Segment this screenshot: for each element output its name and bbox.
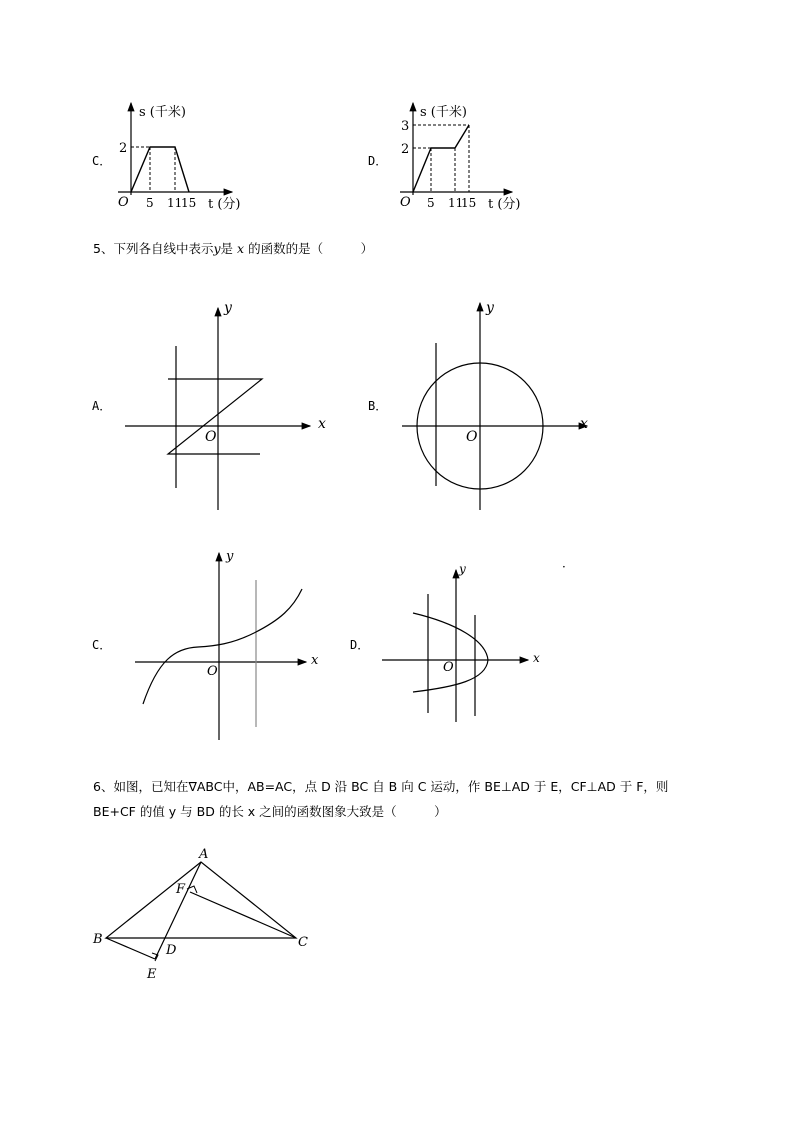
svg-text:y: y xyxy=(486,300,494,316)
svg-text:s (千米): s (千米) xyxy=(420,105,467,120)
svg-text:2: 2 xyxy=(119,141,128,156)
svg-text:C: C xyxy=(298,935,308,950)
svg-text:x: x xyxy=(533,651,540,665)
svg-text:F: F xyxy=(176,882,186,897)
svg-text:3: 3 xyxy=(401,119,410,134)
svg-text:x: x xyxy=(580,416,588,432)
q5-option-c-label: C． xyxy=(92,638,112,652)
svg-text:E: E xyxy=(147,967,157,982)
svg-text:5: 5 xyxy=(146,196,154,210)
svg-text:2: 2 xyxy=(401,142,410,157)
svg-text:O: O xyxy=(207,664,218,679)
svg-text:y: y xyxy=(226,549,234,564)
svg-text:15: 15 xyxy=(181,196,197,210)
q5-option-b-label: B． xyxy=(368,399,388,413)
svg-text:A: A xyxy=(199,847,209,862)
svg-text:O: O xyxy=(205,429,217,445)
q4-option-d-label: D． xyxy=(368,154,388,168)
q4c-origin: O xyxy=(118,195,129,210)
stray-dot: · xyxy=(562,560,566,574)
svg-text:y: y xyxy=(224,300,232,316)
q4c-xlabel: t (分) xyxy=(208,197,241,212)
q4c-ylabel: s (千米) xyxy=(139,105,186,120)
svg-text:D: D xyxy=(166,943,177,958)
q6-question-line1: 6、如图，已知在∇ABC中，AB=AC，点 D 沿 BC 自 B 向 C 运动，作 BE⊥AD 于 E，CF⊥AD 于 F，则 xyxy=(93,779,669,794)
svg-text:O: O xyxy=(400,195,411,210)
svg-text:x: x xyxy=(311,653,319,668)
q5-option-a-label: A． xyxy=(92,399,112,413)
svg-text:O: O xyxy=(443,660,454,675)
svg-text:x: x xyxy=(318,416,326,432)
svg-text:15: 15 xyxy=(461,196,477,210)
q5-option-d-label: D． xyxy=(350,638,370,652)
svg-text:11: 11 xyxy=(448,196,464,210)
svg-text:5: 5 xyxy=(427,196,435,210)
svg-text:B: B xyxy=(93,932,103,947)
svg-text:11: 11 xyxy=(167,196,183,210)
q6-question-line2: BE+CF 的值 y 与 BD 的长 x 之间的函数图象大致是（ ） xyxy=(93,804,447,819)
svg-text:O: O xyxy=(466,429,478,445)
svg-text:t (分): t (分) xyxy=(488,197,521,212)
q5-question-text: 5、下列各自线中表示y是 x 的函数的是（ ） xyxy=(93,241,374,256)
svg-text:y: y xyxy=(459,562,466,576)
q4-option-c-label: C． xyxy=(92,154,112,168)
